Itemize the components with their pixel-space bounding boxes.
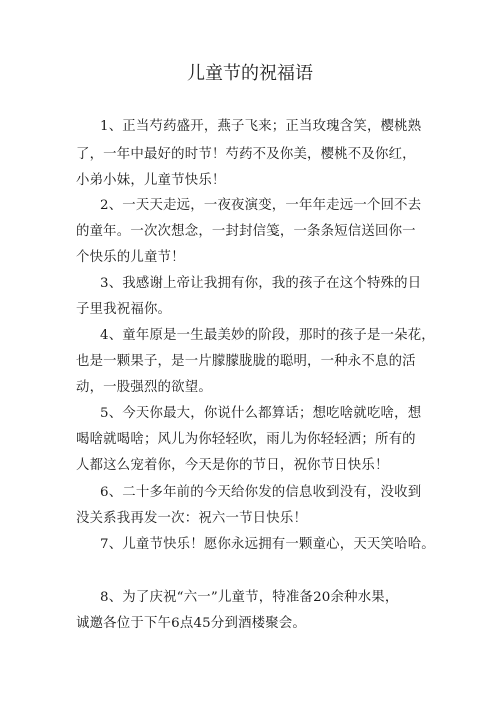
paragraph-4-line-2: 也是一颗果子，是一片朦朦胧胧的聪明，一种永不息的活	[76, 354, 416, 369]
paragraph-8-line-1: 8、为了庆祝“六一”儿童节，特准备20余种水果，	[100, 590, 399, 605]
paragraph-4-line-3: 动，一股强烈的欲望。	[76, 380, 212, 395]
paragraph-7-line-1: 7、儿童节快乐！愿你永远拥有一颗童心，天天笑哈哈。	[100, 537, 435, 552]
document-title: 儿童节的祝福语	[187, 63, 313, 84]
paragraph-3-line-1: 3、我感谢上帝让我拥有你，我的孩子在这个特殊的日	[100, 276, 422, 291]
paragraph-1-line-2: 了，一年中最好的时节！芍药不及你美，樱桃不及你红，	[76, 147, 416, 162]
paragraph-3-line-2: 子里我祝福你。	[76, 302, 172, 317]
paragraph-4-line-1: 4、童年原是一生最美妙的阶段，那时的孩子是一朵花，	[100, 328, 435, 343]
paragraph-6-line-2: 没关系我再发一次：祝六一节日快乐！	[76, 511, 308, 526]
paragraph-5-line-3: 人都这么宠着你，今天是你的节日，祝你节日快乐！	[76, 458, 389, 473]
paragraph-8-line-2: 诚邀各位于下午6点45分到酒楼聚会。	[76, 616, 307, 631]
paragraph-6-line-1: 6、二十多年前的今天给你发的信息收到没有，没收到	[100, 485, 422, 500]
paragraph-2-line-3: 个快乐的儿童节！	[76, 250, 185, 265]
paragraph-1-line-1: 1、正当芍药盛开，燕子飞来；正当玫瑰含笑，樱桃熟	[100, 119, 422, 134]
paragraph-2-line-1: 2、一天天走远，一夜夜演变，一年年走远一个回不去	[100, 198, 422, 213]
paragraph-2-line-2: 的童年。一次次想念，一封封信笺，一条条短信送回你一	[76, 224, 416, 239]
paragraph-5-line-1: 5、今天你最大，你说什么都算话；想吃啥就吃啥，想	[100, 406, 422, 421]
paragraph-5-line-2: 喝啥就喝啥；风儿为你轻轻吹，雨儿为你轻轻洒；所有的	[76, 432, 416, 447]
paragraph-1-line-3: 小弟小妹，儿童节快乐！	[76, 173, 226, 188]
